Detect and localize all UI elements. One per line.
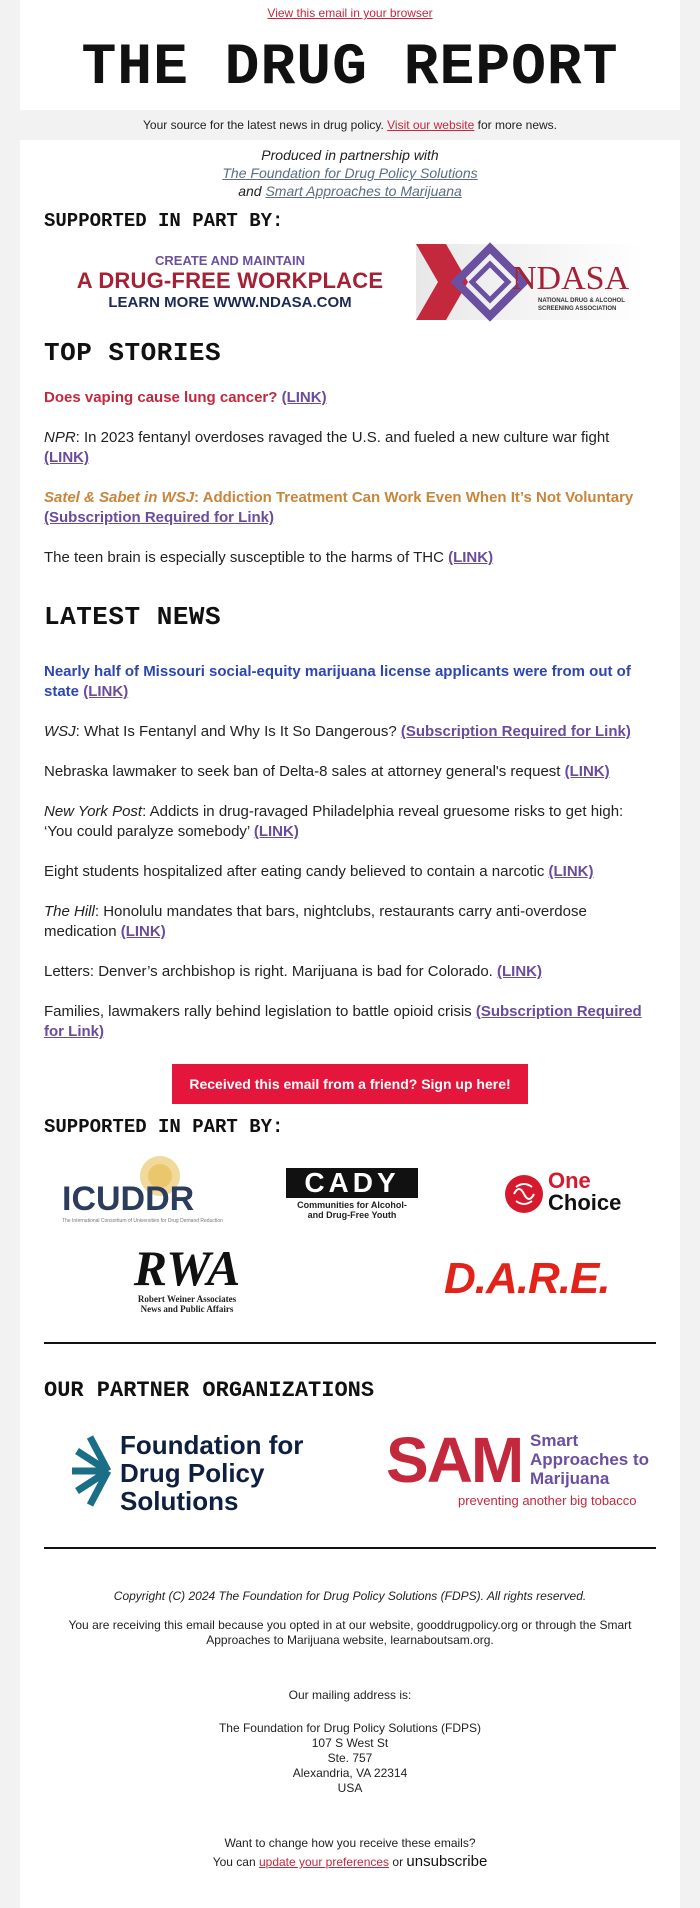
news-link[interactable]: (Subscription Required for Link) [44,1003,642,1040]
story-link[interactable]: (LINK) [448,549,494,566]
partnership-and: and [238,183,262,199]
story-headline: The teen brain is especially susceptible to the harms of THC [44,549,444,566]
sam-logo[interactable] [386,1424,656,1513]
news-link[interactable]: (LINK) [253,823,299,840]
address-line: Alexandria, VA 22314 [292,1766,408,1780]
update-preferences-link[interactable]: update your preferences [258,1855,390,1869]
unsubscribe-link[interactable]: unsubscribe [406,1853,488,1870]
fdps-link[interactable]: The Foundation for Drug Policy Solutions [222,165,478,181]
news-link[interactable]: (LINK) [548,863,594,880]
one-choice-word2: Choice [548,1190,622,1215]
story-headline: : In 2023 fentanyl overdoses ravaged the U.S. and fueled a new culture war fight [75,429,610,446]
story-link[interactable]: (LINK) [44,449,89,466]
change-prefs-prompt: Want to change how you receive these emails? [224,1836,476,1850]
ndasa-sub1: NATIONAL DRUG & ALCOHOL [538,298,625,304]
masthead-title: THE DRUG REPORT [81,36,619,101]
divider [44,1342,656,1344]
news-headline: Nebraska lawmaker to seek ban of Delta-8 sales at attorney general's request [44,763,561,780]
news-headline: Families, lawmakers rally behind legislation to battle opioid crisis [44,1003,472,1020]
story-source: Satel & Sabet in WSJ [44,489,195,506]
tagline-text-end: for more news. [477,118,557,132]
fdps-logo[interactable] [62,1430,312,1516]
sponsor-row-1 [44,1148,656,1238]
story-wsj-addiction [44,488,656,528]
view-in-browser-link[interactable]: View this email in your browser [267,6,433,20]
email-container [20,0,680,1908]
rwa-wordmark: RWA [133,1240,241,1296]
mailing-label: Our mailing address is: [288,1688,412,1702]
story-headline: Does vaping cause lung cancer? [44,389,278,406]
partners-heading: OUR PARTNER ORGANIZATIONS [44,1378,375,1403]
address-line: Ste. 757 [327,1751,373,1765]
news-missouri [44,662,656,702]
header-card [20,0,680,110]
banner-line1: CREATE AND MAINTAIN [155,253,305,268]
supported-heading: SUPPORTED IN PART BY: [44,210,284,232]
rwa-sub2: News and Public Affairs [140,1304,234,1314]
news-headline: Nearly half of Missouri social-equity marijuana license applicants were from out of state [44,663,631,700]
news-nebraska [44,762,656,782]
news-headline: Letters: Denver’s archbishop is right. Marijuana is bad for Colorado. [44,963,493,980]
or-text: or [392,1855,404,1869]
tagline-text: Your source for the latest news in drug policy. [143,118,384,132]
ndasa-banner-text [44,244,416,320]
cady-sub2: and Drug-Free Youth [307,1210,397,1220]
icuddr-wordmark: ICUDDR [62,1180,195,1218]
dare-logo[interactable]: D.A.R.E. [444,1254,610,1303]
supported-heading-2: SUPPORTED IN PART BY: [44,1116,284,1138]
signup-button[interactable]: Received this email from a friend? Sign up here! [172,1064,528,1104]
cady-sub1: Communities for Alcohol- [297,1200,407,1210]
you-can-text: You can [212,1855,256,1869]
news-link[interactable]: (Subscription Required for Link) [400,723,631,740]
news-source: WSJ [44,723,76,740]
partnership-intro: Produced in partnership with [261,147,439,163]
sam-wordmark: SAM [386,1424,523,1496]
news-source: New York Post [44,803,143,820]
rwa-logo[interactable] [122,1242,252,1314]
sam-word2: Approaches to [530,1450,650,1469]
story-npr [44,428,656,468]
cady-logo[interactable] [286,1168,418,1220]
ndasa-wordmark: NDASA [512,260,630,297]
sam-tagline: preventing another big tobacco [458,1493,637,1508]
news-headline: Eight students hospitalized after eating candy believed to contain a narcotic [44,863,545,880]
one-choice-logo[interactable] [504,1170,644,1220]
mailing-address [44,1721,656,1796]
news-link[interactable]: (LINK) [83,683,129,700]
address-line: USA [337,1781,363,1795]
news-wsj-fentanyl [44,722,656,742]
partnership-block [44,140,656,200]
ndasa-banner[interactable] [44,244,656,320]
sponsor-row-2 [44,1238,656,1328]
sam-word1: Smart [530,1431,579,1450]
story-source: NPR [44,429,76,446]
news-students [44,862,656,882]
story-vaping [44,388,656,408]
signup-wrap [44,1064,656,1104]
main-content [20,140,680,1908]
story-link[interactable]: (LINK) [281,389,327,406]
ndasa-sub2: SCREENING ASSOCIATION [538,306,617,312]
brain-icon [504,1172,544,1216]
banner-line2: A DRUG-FREE WORKPLACE [76,268,384,293]
prefs-line [44,1854,656,1870]
fdps-word3: Solutions [120,1486,239,1516]
sam-link[interactable]: Smart Approaches to Marijuana [265,183,462,199]
optin-notice: You are receiving this email because you opted in at our website, gooddrugpolicy.org or through the Smart Approaches to Marijuana website, learnaboutsam.org. [68,1618,632,1647]
fdps-burst-icon [62,1431,118,1511]
rwa-sub1: Robert Weiner Associates [137,1294,237,1304]
news-nypost [44,802,656,842]
story-teen-brain [44,548,656,568]
banner-line3: LEARN MORE WWW.NDASA.COM [108,294,352,311]
sam-word3: Marijuana [530,1469,610,1488]
story-link[interactable]: (Subscription Required for Link) [44,509,275,526]
copyright: Copyright (C) 2024 The Foundation for Drug Policy Solutions (FDPS). All rights reserved. [113,1589,587,1603]
news-link[interactable]: (LINK) [497,963,543,980]
news-source: The Hill [44,903,95,920]
partner-logos [44,1421,656,1531]
address-line: 107 S West St [311,1736,389,1750]
news-headline: : Addicts in drug-ravaged Philadelphia reveal gruesome risks to get high: ‘You could paralyze somebody’ [44,803,624,840]
divider-2 [44,1547,656,1549]
news-headline: : What Is Fentanyl and Why Is It So Dangerous? [75,723,397,740]
news-opioid [44,1002,656,1042]
cady-wordmark: CADY [286,1168,418,1198]
news-link[interactable]: (LINK) [564,763,610,780]
latest-news-heading: LATEST NEWS [44,602,222,632]
story-headline: : Addiction Treatment Can Work Even When It’s Not Voluntary [194,489,634,506]
ndasa-logo [416,244,644,320]
address-line: The Foundation for Drug Policy Solutions (FDPS) [218,1721,482,1735]
tagline [20,110,680,140]
icuddr-sub: The International Consortium of Universities for Drug Demand Reduction [62,1218,223,1224]
news-link[interactable]: (LINK) [120,923,166,940]
fdps-word1: Foundation for [120,1430,304,1460]
news-headline: : Honolulu mandates that bars, nightclubs, restaurants carry anti-overdose medication [44,903,587,940]
news-hill-honolulu [44,902,656,942]
news-denver [44,962,656,982]
icuddr-logo[interactable] [62,1154,223,1234]
fdps-word2: Drug Policy [120,1458,265,1488]
visit-website-link[interactable]: Visit our website [387,118,475,132]
one-choice-word1: One [548,1168,591,1193]
top-stories-heading: TOP STORIES [44,338,222,368]
